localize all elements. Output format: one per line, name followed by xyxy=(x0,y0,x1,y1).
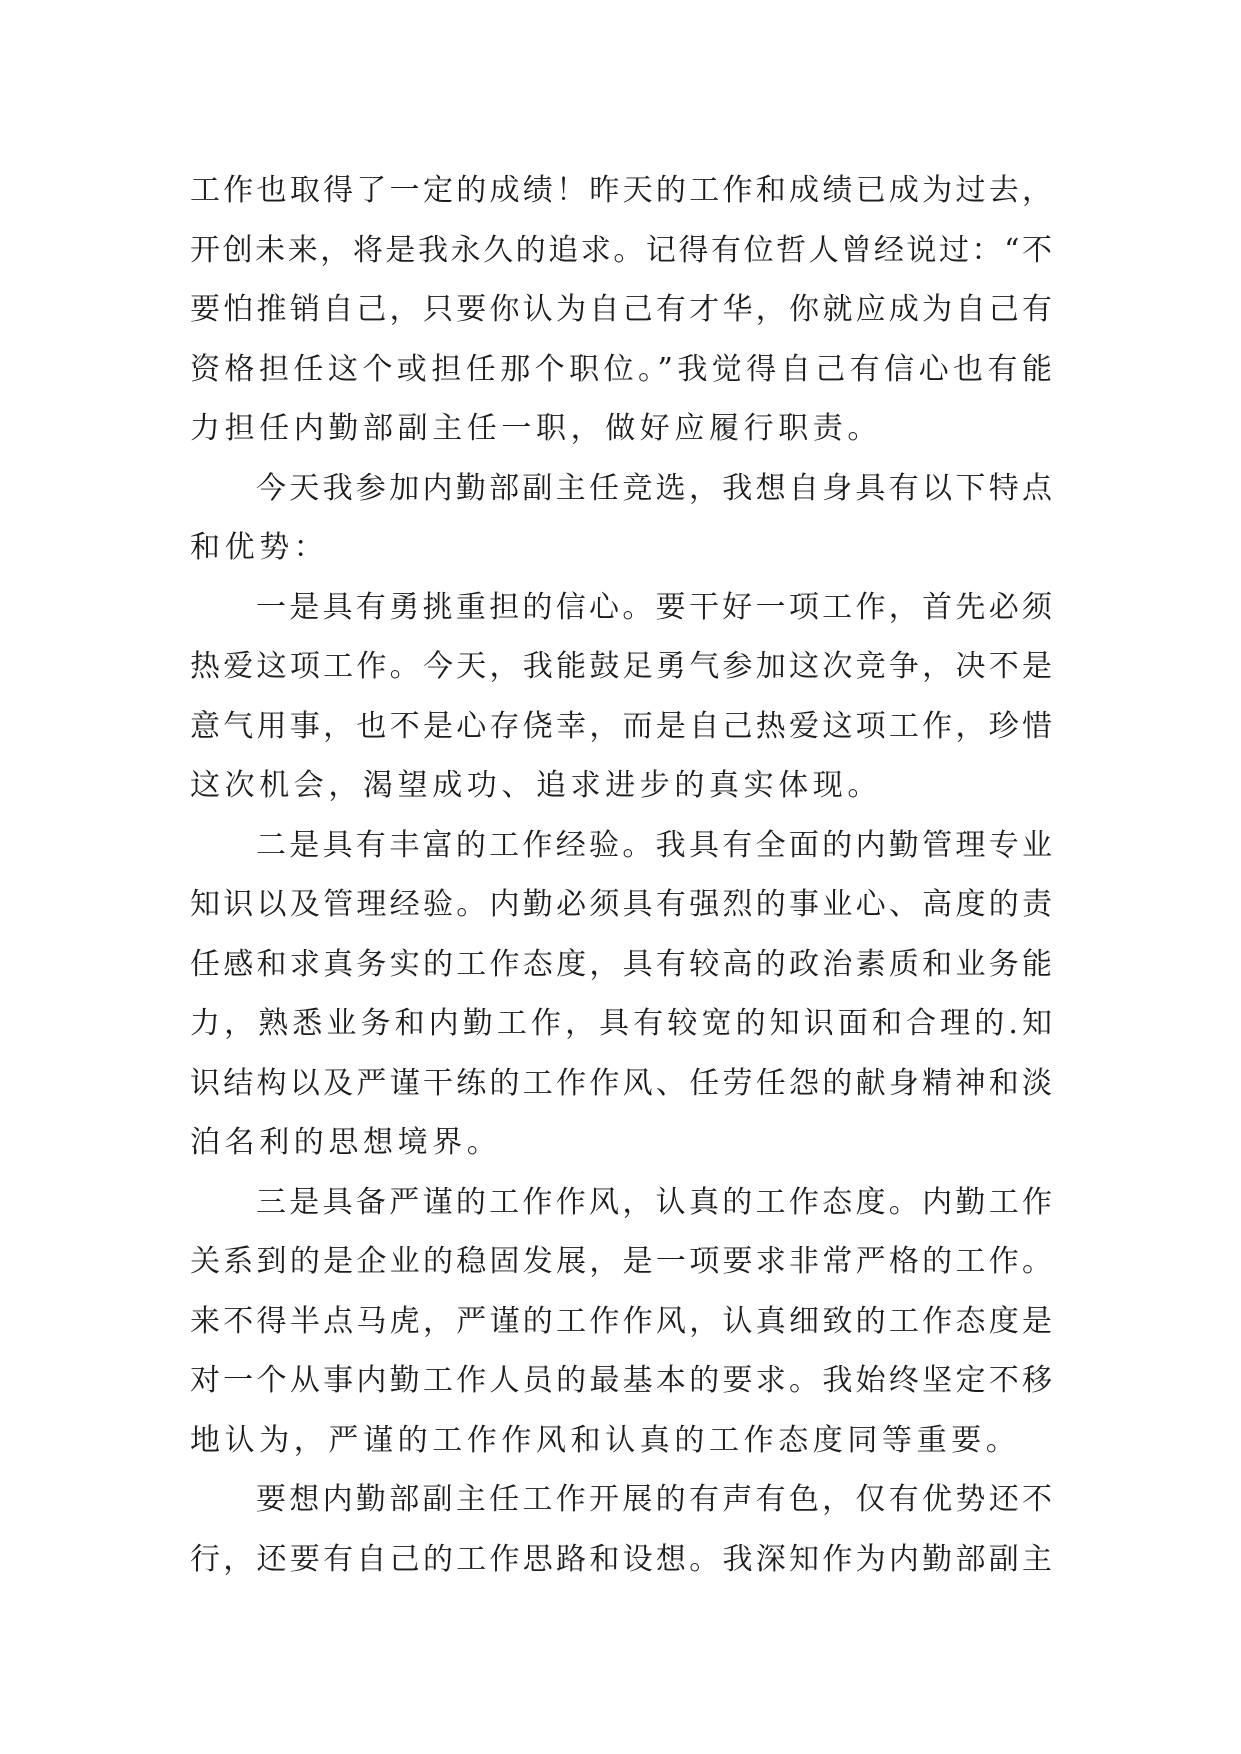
text-line: 要想内勤部副主任工作开展的有声有色，仅有优势还不 xyxy=(256,1482,1052,1517)
text-line: 知识以及管理经验。内勤必须具有强烈的事业心、高度的责 xyxy=(190,887,1052,922)
text-line: 力担任内勤部副主任一职，做好应履行职责。 xyxy=(190,411,882,446)
text-line: 来不得半点马虎，严谨的工作作风，认真细致的工作态度是 xyxy=(190,1303,1052,1339)
text-line: 三是具备严谨的工作作风，认真的工作态度。内勤工作 xyxy=(256,1184,1052,1220)
text-line: 地认为，严谨的工作作风和认真的工作态度同等重要。 xyxy=(190,1422,1021,1458)
text-line: 工作也取得了一定的成绩！昨天的工作和成绩已成为过去， xyxy=(190,173,1052,208)
text-line: 要怕推销自己，只要你认为自己有才华，你就应成为自己有 xyxy=(190,292,1052,327)
text-line: 意气用事，也不是心存侥幸，而是自己热爱这项工作，珍惜 xyxy=(190,708,1052,744)
text-line: 资格担任这个或担任那个职位。”我觉得自己有信心也有能 xyxy=(190,351,1052,387)
text-line: 一是具有勇挑重担的信心。要干好一项工作，首先必须 xyxy=(256,589,1052,625)
text-line: 二是具有丰富的工作经验。我具有全面的内勤管理专业 xyxy=(256,827,1052,863)
text-line: 开创未来，将是我永久的追求。记得有位哲人曾经说过：“不 xyxy=(190,232,1052,268)
text-line: 今天我参加内勤部副主任竞选，我想自身具有以下特点 xyxy=(256,470,1052,506)
body-text xyxy=(190,161,1052,1589)
text-line: 泊名利的思想境界。 xyxy=(190,1125,502,1160)
text-line: 这次机会，渴望成功、追求进步的真实体现。 xyxy=(190,768,882,803)
text-line: 关系到的是企业的稳固发展，是一项要求非常严格的工作。 xyxy=(190,1244,1052,1279)
text-line: 对一个从事内勤工作人员的最基本的要求。我始终坚定不移 xyxy=(190,1363,1052,1398)
text-line: 行，还要有自己的工作思路和设想。我深知作为内勤部副主 xyxy=(190,1541,1052,1577)
text-line: 和优势： xyxy=(190,530,329,565)
text-line: 热爱这项工作。今天，我能鼓足勇气参加这次竞争，决不是 xyxy=(190,649,1052,684)
text-line: 任感和求真务实的工作态度，具有较高的政治素质和业务能 xyxy=(190,946,1052,982)
text-line: 力，熟悉业务和内勤工作，具有较宽的知识面和合理的.知 xyxy=(190,1006,1052,1041)
text-line: 识结构以及严谨干练的工作作风、任劳任怨的献身精神和淡 xyxy=(190,1065,1052,1101)
